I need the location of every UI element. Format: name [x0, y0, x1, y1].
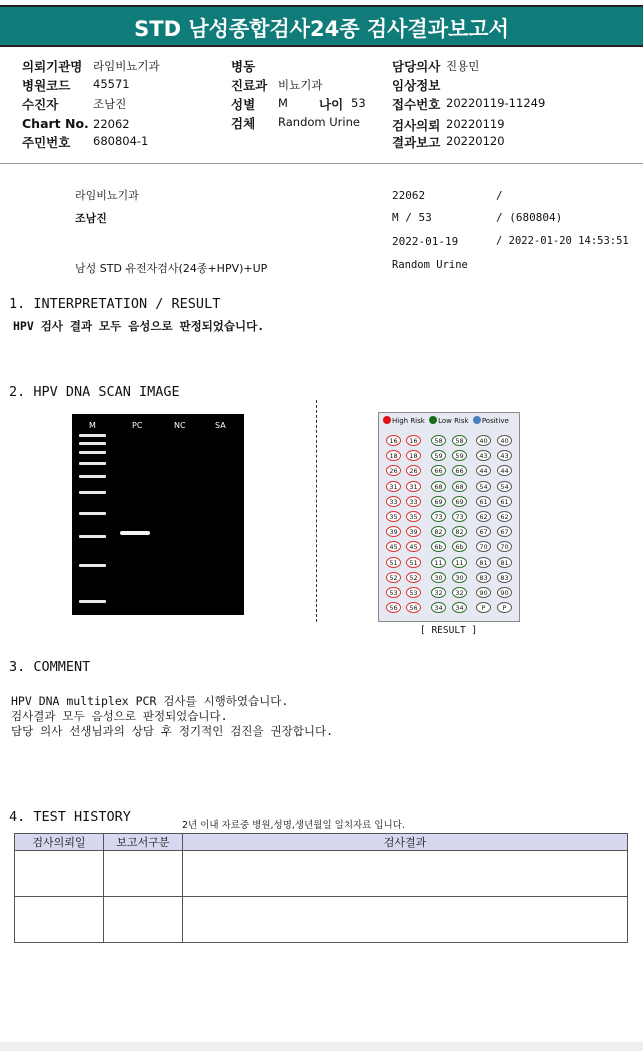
hpv-probe-spot: 18	[406, 450, 421, 461]
header-value: 진용민	[446, 59, 480, 73]
hpv-probe-spot: 73	[431, 511, 446, 522]
header-label: 의뢰기관명	[22, 59, 83, 74]
ladder-band	[79, 564, 106, 567]
info-chart: 22062	[392, 189, 426, 202]
hpv-probe-spot: 62	[497, 511, 512, 522]
hpv-probe-spot: 68	[452, 481, 467, 492]
header-value: 680804-1	[93, 134, 149, 148]
low-risk-dot-icon	[429, 416, 437, 424]
hpv-probe-spot: 54	[476, 481, 491, 492]
hpv-probe-spot: 56	[406, 602, 421, 613]
hpv-probe-spot: 44	[476, 465, 491, 476]
hpv-probe-spot: 82	[452, 526, 467, 537]
gel-lane-label: M	[89, 421, 96, 430]
section-1-text: HPV 검사 결과 모두 음성으로 판정되었습니다.	[13, 319, 265, 333]
header-label-specimen: 검체	[231, 116, 256, 131]
hpv-probe-spot: 39	[406, 526, 421, 537]
ladder-band	[79, 434, 106, 437]
history-header-result: 검사결과	[183, 834, 628, 851]
header-label: 검사의뢰	[392, 118, 441, 133]
header-value-specimen: Random Urine	[278, 115, 360, 129]
hpv-probe-spot: 59	[452, 450, 467, 461]
hpv-probe-spot: 32	[452, 587, 467, 598]
legend-high-risk: High Risk	[392, 417, 425, 425]
hpv-probe-spot: 34	[431, 602, 446, 613]
header-label-sex: 성별	[231, 97, 256, 112]
ladder-band	[79, 442, 106, 445]
hpv-probe-spot: 26	[406, 465, 421, 476]
hpv-probe-spot: 52	[406, 572, 421, 583]
ladder-band	[79, 600, 106, 603]
hpv-probe-spot: 56	[386, 602, 401, 613]
hpv-probe-spot: 83	[476, 572, 491, 583]
history-header-request-date: 검사의뢰일	[15, 834, 104, 851]
hpv-probe-spot: 73	[452, 511, 467, 522]
ladder-band	[79, 451, 106, 454]
header-value-dept: 비뇨기과	[278, 78, 323, 92]
positive-dot-icon	[473, 416, 481, 424]
header-bottom-rule	[0, 163, 643, 164]
hpv-probe-spot: 67	[476, 526, 491, 537]
hpv-probe-spot: 51	[406, 557, 421, 568]
info-report-datetime: / 2022-01-20 14:53:51	[496, 235, 629, 247]
hpv-probe-spot: 81	[497, 557, 512, 568]
history-header-report-type: 보고서구분	[104, 834, 183, 851]
hpv-probe-spot: 61	[497, 496, 512, 507]
hpv-probe-spot: 30	[452, 572, 467, 583]
ladder-band	[79, 491, 106, 494]
hpv-probe-spot: 6b	[431, 541, 446, 552]
hpv-probe-spot: 45	[406, 541, 421, 552]
high-risk-dot-icon	[383, 416, 391, 424]
info-sex-age: M / 53	[392, 211, 432, 224]
hpv-probe-spot: 45	[386, 541, 401, 552]
comment-body	[11, 694, 333, 739]
hpv-probe-spot: 11	[452, 557, 467, 568]
hpv-probe-spot: 81	[476, 557, 491, 568]
dashed-divider	[316, 400, 317, 622]
header-value: 조남진	[93, 97, 127, 111]
header-label: 접수번호	[392, 97, 441, 112]
hpv-probe-spot: 11	[431, 557, 446, 568]
gel-lane-label: SA	[215, 421, 226, 430]
header-label: 병원코드	[22, 78, 71, 93]
pc-band	[120, 531, 150, 535]
info-request-date: 2022-01-19	[392, 235, 459, 248]
hpv-probe-spot: 40	[497, 435, 512, 446]
ladder-band	[79, 535, 106, 538]
section-3-title: 3. COMMENT	[9, 659, 91, 675]
ladder-band	[79, 512, 106, 515]
hpv-probe-spot: 53	[386, 587, 401, 598]
table-row	[15, 897, 628, 943]
hpv-probe-spot: 68	[431, 481, 446, 492]
hpv-probe-spot: 62	[476, 511, 491, 522]
header-label-age: 나이	[319, 97, 344, 112]
section-2-title: 2. HPV DNA SCAN IMAGE	[9, 384, 180, 400]
legend-low-risk: Low Risk	[438, 417, 469, 425]
hpv-probe-spot: 16	[386, 435, 401, 446]
hpv-probe-spot: 35	[406, 511, 421, 522]
header-label-ward: 병동	[231, 59, 256, 74]
report-title: STD 남성종합검사24종 검사결과보고서	[0, 5, 643, 47]
info-slash: /	[496, 189, 503, 202]
page-bottom-strip	[0, 1042, 643, 1051]
hpv-probe-spot: 54	[497, 481, 512, 492]
hpv-probe-spot: 35	[386, 511, 401, 522]
header-value: 45571	[93, 77, 130, 91]
hpv-probe-spot: 26	[386, 465, 401, 476]
info-hospital: 라임비뇨기과	[75, 189, 139, 202]
header-value: 20220119	[446, 117, 505, 131]
hpv-probe-spot: 66	[452, 465, 467, 476]
hpv-probe-spot: 90	[476, 587, 491, 598]
hpv-probe-spot: P	[497, 602, 512, 613]
hpv-probe-spot: 66	[431, 465, 446, 476]
hpv-probe-spot: 33	[386, 496, 401, 507]
info-test-name: 남성 STD 유전자검사(24종+HPV)+UP	[75, 262, 268, 275]
gel-lane-label: NC	[174, 421, 186, 430]
comment-line: 검사결과 모두 음성으로 판정되었습니다.	[11, 709, 228, 723]
header-label-dept: 진료과	[231, 78, 268, 93]
header-value: 22062	[93, 117, 130, 131]
header-value: 라임비뇨기과	[93, 59, 160, 73]
hpv-probe-spot: 52	[386, 572, 401, 583]
history-header-row	[15, 834, 628, 851]
hpv-probe-spot: 69	[431, 496, 446, 507]
hpv-probe-spot: P	[476, 602, 491, 613]
hpv-probe-spot: 32	[431, 587, 446, 598]
chip-legend	[383, 416, 509, 425]
hpv-probe-spot: 51	[386, 557, 401, 568]
header-label: Chart No.	[22, 116, 89, 131]
hpv-probe-spot: 83	[497, 572, 512, 583]
history-table	[14, 833, 628, 943]
hpv-probe-spot: 34	[452, 602, 467, 613]
hpv-probe-spot: 31	[386, 481, 401, 492]
hpv-probe-spot: 6b	[452, 541, 467, 552]
hpv-probe-spot: 70	[476, 541, 491, 552]
header-value: 20220120	[446, 134, 505, 148]
hpv-probe-spot: 30	[431, 572, 446, 583]
hpv-probe-spot: 61	[476, 496, 491, 507]
comment-line: 담당 의사 선생님과의 상담 후 정기적인 검진을 권장합니다.	[11, 724, 334, 738]
header-label: 담당의사	[392, 59, 441, 74]
header-value-age: 53	[351, 96, 366, 110]
section-1-title: 1. INTERPRETATION / RESULT	[9, 296, 221, 312]
table-row	[15, 851, 628, 897]
hpv-probe-spot: 40	[476, 435, 491, 446]
info-specimen: Random Urine	[392, 259, 468, 271]
ladder-band	[79, 462, 106, 465]
header-label: 수진자	[22, 97, 59, 112]
hpv-probe-spot: 43	[497, 450, 512, 461]
section-4-title: 4. TEST HISTORY	[9, 809, 131, 825]
hpv-probe-spot: 16	[406, 435, 421, 446]
hpv-probe-spot: 69	[452, 496, 467, 507]
hpv-chip-result	[378, 412, 520, 622]
hpv-probe-spot: 90	[497, 587, 512, 598]
header-label: 임상정보	[392, 78, 441, 93]
gel-lane-label: PC	[132, 421, 143, 430]
chip-caption: [ RESULT ]	[420, 625, 478, 636]
hpv-probe-spot: 44	[497, 465, 512, 476]
hpv-probe-spot: 39	[386, 526, 401, 537]
legend-positive: Positive	[481, 417, 509, 425]
info-patient: 조남진	[75, 212, 107, 225]
history-note: 2년 이내 자료중 병원,성명,생년월일 일치자료 입니다.	[182, 820, 405, 831]
header-value: 20220119-11249	[446, 96, 546, 110]
hpv-probe-spot: 82	[431, 526, 446, 537]
hpv-probe-spot: 58	[431, 435, 446, 446]
hpv-probe-spot: 43	[476, 450, 491, 461]
header-label: 주민번호	[22, 135, 71, 150]
hpv-probe-spot: 67	[497, 526, 512, 537]
hpv-probe-spot: 18	[386, 450, 401, 461]
hpv-probe-spot: 33	[406, 496, 421, 507]
ladder-band	[79, 475, 106, 478]
info-birth: / (680804)	[496, 211, 563, 224]
hpv-probe-spot: 59	[431, 450, 446, 461]
header-label: 결과보고	[392, 135, 441, 150]
comment-line: HPV DNA multiplex PCR 검사를 시행하였습니다.	[11, 694, 289, 708]
header-value-sex: M	[278, 96, 288, 110]
hpv-probe-spot: 53	[406, 587, 421, 598]
hpv-probe-spot: 70	[497, 541, 512, 552]
gel-electrophoresis-image	[72, 414, 244, 615]
hpv-probe-spot: 31	[406, 481, 421, 492]
hpv-probe-spot: 58	[452, 435, 467, 446]
